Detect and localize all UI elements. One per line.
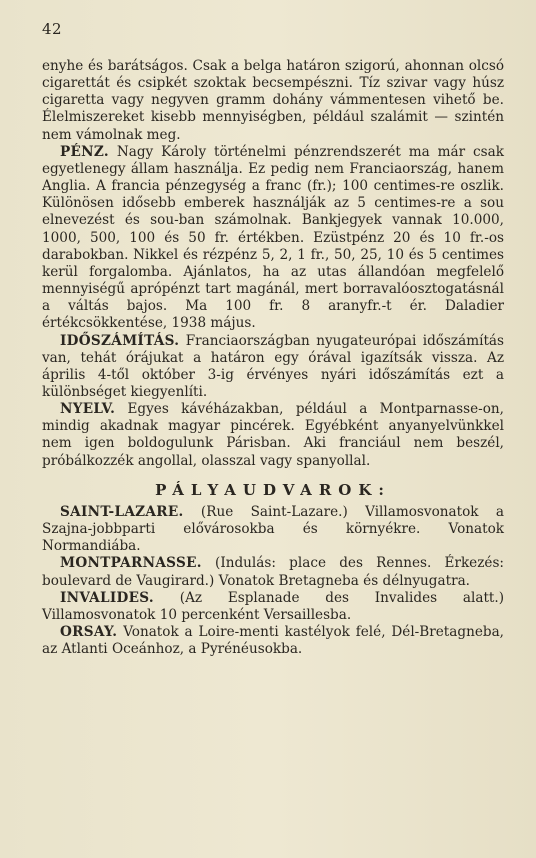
- station-entry: [42, 624, 504, 658]
- station-name: ORSAY.: [60, 624, 118, 640]
- nyelv-paragraph: [42, 401, 504, 470]
- page-number: 42: [42, 20, 63, 38]
- idoszamitas-text: Franciaországban nyugateurópai időszámítás van, tehát órájukat a határon egy órával igazítsák vissza. Az április 4-től október 3-ig érvényes nyári időszámítás ezt a különbséget kiegyenlíti.: [42, 332, 504, 400]
- penz-heading: PÉNZ.: [60, 143, 109, 160]
- station-name: SAINT-LAZARE.: [60, 503, 184, 520]
- penz-text: Nagy Károly történelmi pénzrendszerét ma már csak egyetlenegy állam használja. Ez pedig nem Franciaország, hanem Anglia. A francia pénzegység a franc (fr.); 100 centimes-re oszlik. Különösen idősebb emberek használják az 5 centimes-re a sou elnevezést és sou-ban számolnak. Bankjegyek vannak 10.000, 1000, 500, 100 és 50 fr. értékben. Ezüstpénz 20 és 10 fr.-os darabokban. Nikkel és rézpénz 5, 2, 1 fr., 50, 25, 10 és 5 centimes kerül forgalomba. Ajánlatos, ha az utas állandóan megfelelő mennyiségű aprópénzt tart magánál, mert borravalóosztogatásnál a váltás bajos. Ma 100 fr. 8 aranyfr.-t ér. Daladier értékcsökkentése, 1938 május.: [42, 143, 504, 332]
- idoszamitas-heading: IDŐSZÁMÍTÁS.: [60, 332, 180, 349]
- station-text: (Rue Saint-Lazare.) Villamosvonatok a Szajna-jobbparti elővárosokba és környékre. Vonatok Normandiába.: [42, 503, 504, 555]
- station-text: Vonatok a Loire-menti kastélyok felé, Dél-Bretagneba, az Atlanti Oceánhoz, a Pyrénéusokba.: [42, 624, 504, 658]
- station-entry: [42, 504, 504, 555]
- station-name: MONTPARNASSE.: [60, 555, 202, 572]
- station-text: (Indulás: place des Rennes. Érkezés: boulevard de Vaugirard.) Vonatok Bretagneba és délnyugatra.: [42, 555, 504, 589]
- nyelv-heading: NYELV.: [60, 401, 116, 418]
- palyaudvarok-heading: PÁLYAUDVAROK:: [155, 480, 391, 499]
- nyelv-text: Egyes kávéházakban, például a Montparnasse-on, mindig akadnak magyar pincérek. Egyébként anyanyelvünkkel nem igen boldogulunk Párisban. Aki franciául nem beszél, próbálkozzék angollal, olasszal vagy spanyollal.: [42, 401, 504, 469]
- station-text: (Az Esplanade des Invalides alatt.) Villamosvonatok 10 percenként Versaillesba.: [42, 589, 504, 623]
- penz-paragraph: [42, 144, 504, 333]
- station-entry: [42, 590, 504, 624]
- station-entry: [42, 555, 504, 589]
- station-name: INVALIDES.: [60, 589, 154, 606]
- page-body: [42, 58, 504, 658]
- intro-paragraph: enyhe és barátságos. Csak a belga határon szigorú, ahonnan olcsó cigarettát és csipkét szoktak becsempészni. Tíz szivar vagy húsz cigaretta vagy negyven gramm dohány vámmentesen vihető be. Élelmiszereket kisebb mennyiségben, például szalámit — szintén nem vámolnak meg.: [42, 58, 504, 143]
- idoszamitas-paragraph: [42, 333, 504, 402]
